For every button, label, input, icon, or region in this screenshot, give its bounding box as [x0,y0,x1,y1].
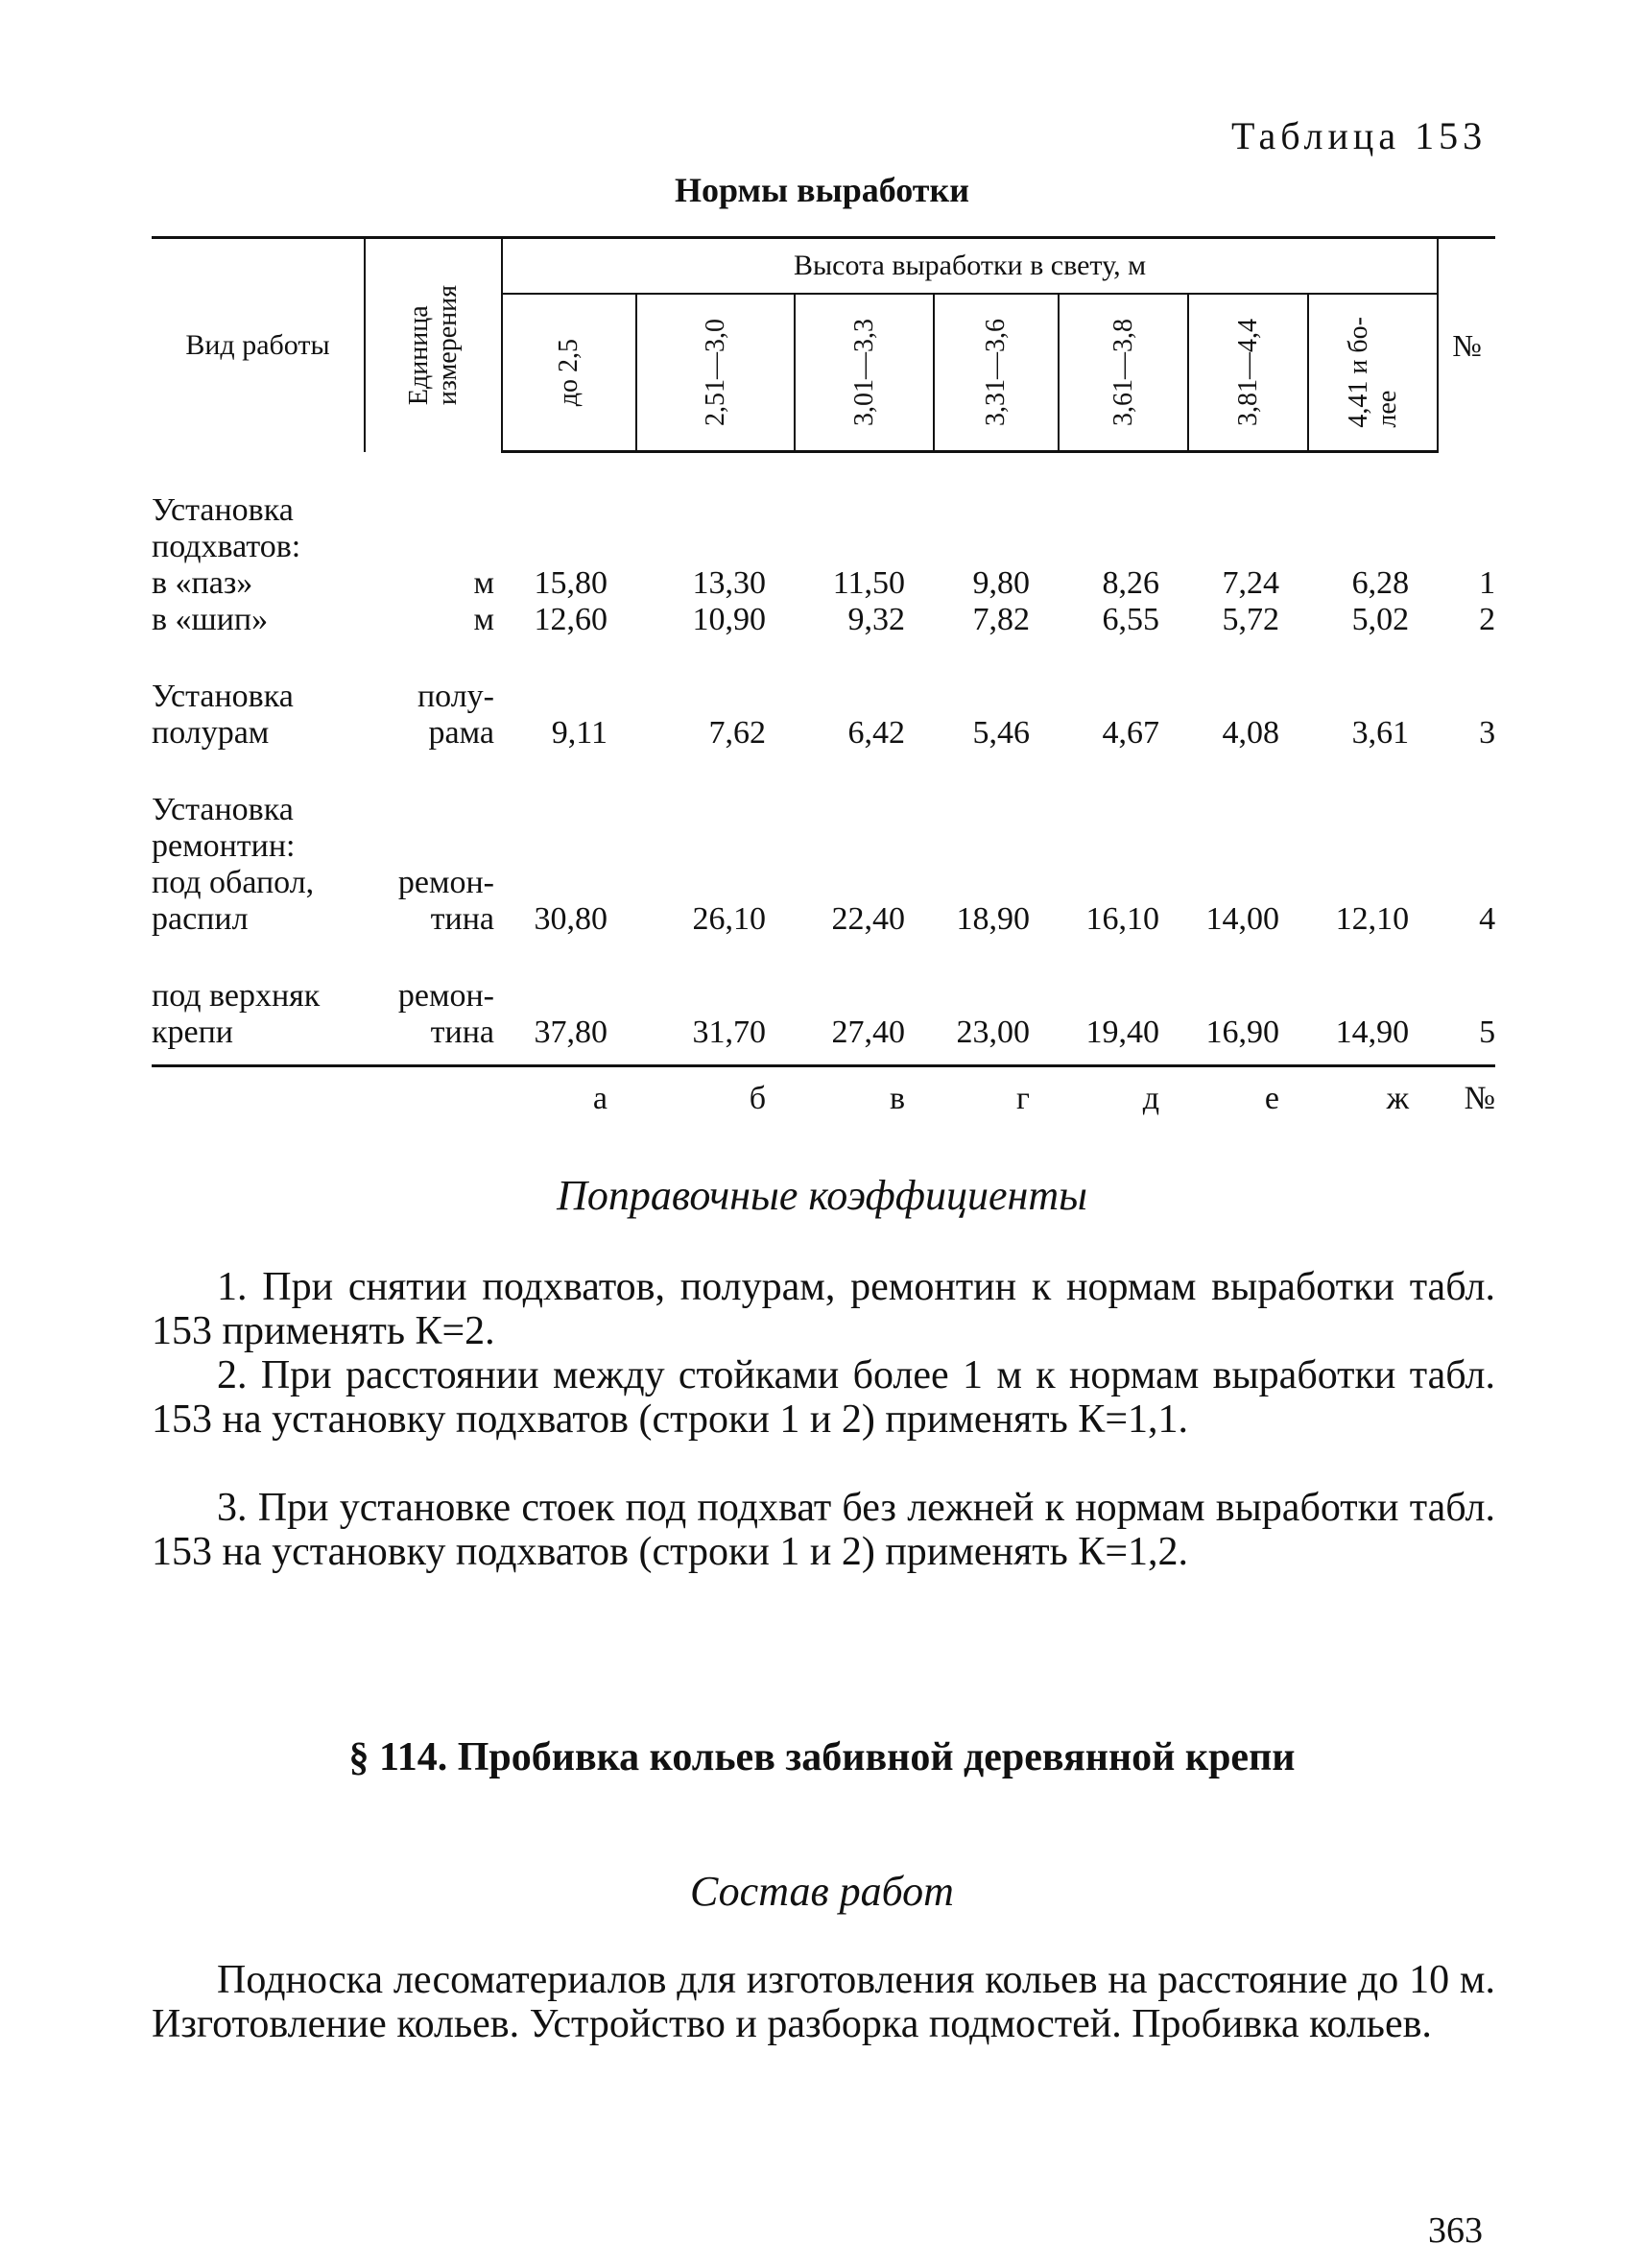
coefficient-item: 1. При снятии подхватов, полурам, ремонтин к нормам выработки табл. 153 применять К=2. [152,1265,1495,1353]
row-unit: ремон- тина [397,864,494,937]
row-value: 18,90 [956,900,1030,937]
footer-no: № [1464,1080,1496,1116]
row-value: 22,40 [831,900,905,937]
footer-letter: г [1016,1080,1030,1116]
row-number: 3 [1479,714,1496,751]
empty-cell [934,452,1059,565]
empty-cell [1308,752,1438,865]
col-header-work: Вид работы [152,238,365,452]
row-value: 19,40 [1059,938,1188,1066]
row-value: 31,70 [636,938,795,1066]
coefficients-title: Поправочные коэффициенты [557,1172,1087,1219]
row-value: 9,11 [551,714,608,751]
row-label: под обапол, распил [152,864,315,937]
row-value: 26,10 [692,900,766,937]
row-unit: полу- рама [417,678,494,751]
group-title: Установка подхватов: [152,491,301,564]
group-title: Установка ремонтин: [152,791,296,864]
empty-cell [795,452,934,565]
row-value: 15,80 [534,564,608,601]
col-header-height-group: Высота выработки в свету, м [502,238,1438,295]
row-value: 9,32 [847,601,905,637]
col-header-unit [365,238,502,452]
row-value: 10,90 [692,601,766,637]
empty-cell [636,452,795,565]
table-body [152,452,1495,1066]
col-header-height-text: 3,31—3,6 [981,319,1011,426]
table-label: Таблица 153 [1231,114,1488,157]
footer-letter: е [1264,1080,1279,1116]
page-number: 363 [1428,2210,1483,2251]
row-value: 13,30 [692,564,766,601]
row-value: 14,00 [1205,900,1279,937]
row-value: 5,02 [1351,601,1410,637]
row-number: 5 [1438,938,1495,1066]
row-number: 4 [1479,900,1496,937]
col-header-no: № [1438,238,1495,452]
row-value: 30,80 [534,900,608,937]
col-header-height-text: 3,81—4,4 [1232,319,1263,426]
empty-cell [502,752,636,865]
row-label: под верхняк крепи [152,938,365,1066]
row-value: 6,55 [1102,601,1159,637]
section-body: Подноска лесоматериалов для изготовления кольев на расстояние до 10 м. Изготовление кольев. Устройство и разборка подмостей. Пробивка кольев. [152,1958,1495,2046]
row-value: 5,46 [972,714,1030,751]
row-value: 4,08 [1222,714,1279,751]
row-value: 4,67 [1102,714,1159,751]
col-header-height [934,294,1059,452]
row-value: 14,90 [1308,938,1438,1066]
norms-table [152,236,1495,1117]
col-header-height [1188,294,1308,452]
coefficient-item: 3. При установке стоек под подхват без лежней к нормам выработки табл. 153 на установку подхватов (строки 1 и 2) применять К=1,2. [152,1486,1495,1574]
row-value: 5,72 [1222,601,1279,637]
row-value: 37,80 [502,938,636,1066]
empty-cell [1308,452,1438,565]
col-header-height-text: 3,61—3,8 [1108,319,1138,426]
table-row [152,638,1495,752]
col-header-height [1059,294,1188,452]
row-unit: м [473,601,494,637]
row-value: 9,80 [972,564,1030,601]
table-title: Нормы выработки [675,171,969,209]
table-row [152,602,1495,638]
row-value: 16,90 [1188,938,1308,1066]
section-title: § 114. Пробивка кольев забивной деревянной крепи [348,1735,1296,1779]
col-header-height-text: 3,01—3,3 [848,319,879,426]
row-value: 6,28 [1351,564,1410,601]
empty-cell [1188,452,1308,565]
row-label: Установка полурам [152,678,294,751]
row-value: 12,60 [534,601,608,637]
col-header-height [636,294,795,452]
row-label: в «шип» [152,601,269,637]
table-group-row [152,452,1495,565]
empty-cell [1188,752,1308,865]
table-row [152,938,1495,1066]
row-label: в «паз» [152,564,253,601]
col-header-height-text: 4,41 и бо- лее [1343,317,1402,428]
empty-cell [795,752,934,865]
col-header-height [795,294,934,452]
empty-cell [934,752,1059,865]
col-header-unit-text: Единица измерения [403,285,463,406]
row-value: 27,40 [795,938,934,1066]
footer-letter: а [592,1080,608,1116]
row-value: 11,50 [832,564,905,601]
row-value: 16,10 [1085,900,1159,937]
row-value: 6,42 [847,714,905,751]
footer-letter: д [1142,1080,1159,1116]
empty-cell [502,452,636,565]
empty-cell [636,752,795,865]
row-value: 7,62 [708,714,766,751]
col-header-height-text: 2,51—3,0 [700,319,730,426]
row-unit: м [473,564,494,601]
footer-letter: б [749,1080,766,1116]
row-value: 23,00 [934,938,1059,1066]
footer-letter: ж [1386,1080,1410,1116]
empty-cell [365,752,502,865]
empty-cell [1438,452,1495,565]
col-header-height-text: до 2,5 [554,338,584,407]
col-header-height [502,294,636,452]
empty-cell [1059,752,1188,865]
row-value: 3,61 [1351,714,1410,751]
row-value: 12,10 [1335,900,1410,937]
table-row [152,565,1495,602]
section-subtitle: Состав работ [690,1868,954,1915]
footer-letter: в [889,1080,905,1116]
row-number: 2 [1479,601,1496,637]
row-number: 1 [1479,564,1496,601]
empty-cell [365,452,502,565]
row-value: 7,24 [1222,564,1279,601]
table-group-row [152,752,1495,865]
table-footer-row [152,1065,1495,1117]
col-header-height [1308,294,1438,452]
table-row [152,865,1495,938]
row-value: 7,82 [972,601,1030,637]
row-unit: ремон- тина [365,938,502,1066]
row-value: 8,26 [1102,564,1159,601]
coefficient-item: 2. При расстоянии между стойками более 1 м к нормам выработки табл. 153 на установку подхватов (строки 1 и 2) применять К=1,1. [152,1353,1495,1442]
empty-cell [1438,752,1495,865]
empty-cell [1059,452,1188,565]
